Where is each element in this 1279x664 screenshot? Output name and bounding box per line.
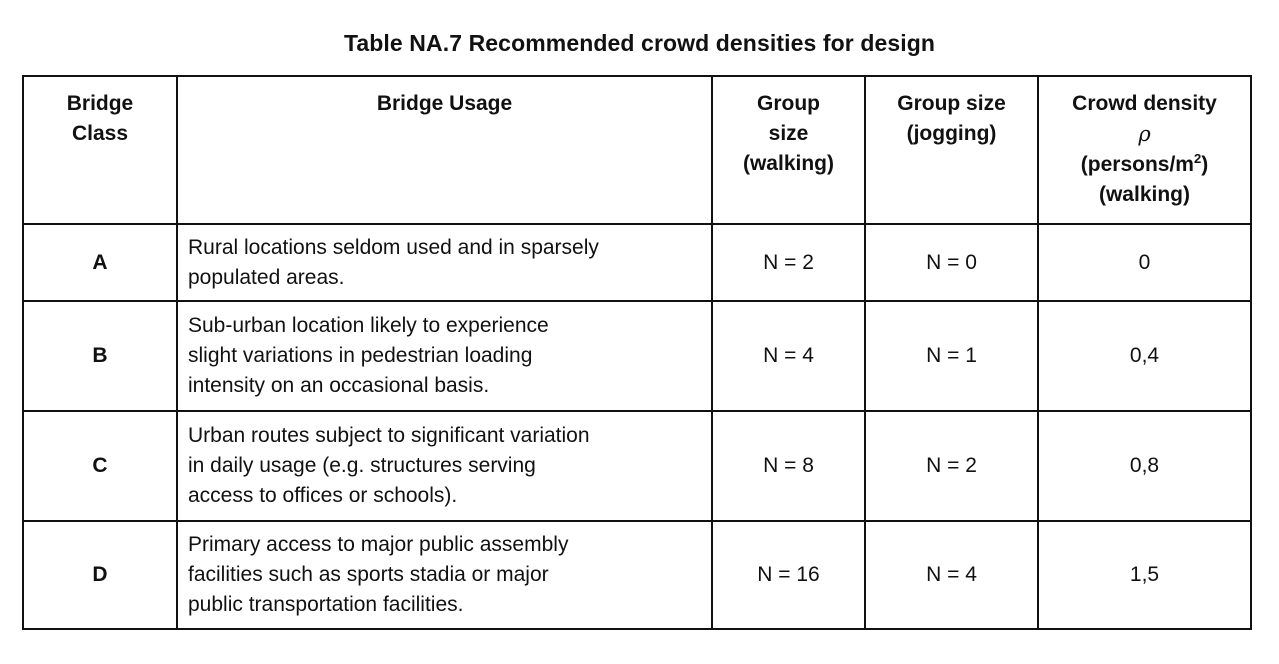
header-text: (walking): [742, 152, 834, 175]
crowd-density-cell: 0: [1038, 224, 1251, 301]
header-text: (walking): [1098, 183, 1190, 206]
header-crowd-density: [1038, 76, 1251, 224]
table-row: [23, 301, 1251, 411]
rho-symbol: ρ: [1138, 122, 1151, 146]
group-walking-cell: N = 4: [712, 301, 865, 411]
header-group-size-walking: [712, 76, 865, 224]
header-text: Group: [757, 92, 820, 115]
group-walking-cell: N = 8: [712, 411, 865, 521]
header-text: Crowd density: [1072, 92, 1217, 115]
crowd-density-cell: 0,4: [1038, 301, 1251, 411]
usage-line: facilities such as sports stadia or major: [188, 563, 549, 586]
bridge-usage-cell: [177, 224, 712, 301]
group-jogging-cell: N = 1: [865, 301, 1038, 411]
bridge-class-cell: D: [23, 521, 177, 629]
table-title: Table NA.7 Recommended crowd densities for design: [343, 30, 936, 56]
table-row: [23, 521, 1251, 629]
crowd-density-table: [22, 75, 1252, 630]
header-group-size-jogging: [865, 76, 1038, 224]
usage-line: populated areas.: [188, 265, 345, 289]
usage-line: Urban routes subject to significant variation: [188, 424, 590, 447]
usage-line: in daily usage (e.g. structures serving: [188, 454, 536, 477]
usage-line: intensity on an occasional basis.: [188, 374, 490, 397]
header-text: size: [768, 122, 809, 145]
bridge-usage-cell: [177, 411, 712, 521]
table-row: [23, 411, 1251, 521]
header-bridge-usage: [177, 76, 712, 224]
bridge-class-cell: B: [23, 301, 177, 411]
bridge-usage-cell: [177, 301, 712, 411]
crowd-density-cell: 1,5: [1038, 521, 1251, 629]
usage-line: Primary access to major public assembly: [188, 533, 569, 556]
group-jogging-cell: N = 0: [865, 224, 1038, 301]
bridge-class-cell: A: [23, 224, 177, 301]
usage-line: access to offices or schools).: [188, 484, 458, 507]
header-text: Bridge: [66, 92, 134, 115]
header-row: [23, 76, 1251, 224]
header-text: Group size: [897, 92, 1006, 115]
group-walking-cell: N = 2: [712, 224, 865, 301]
group-jogging-cell: N = 2: [865, 411, 1038, 521]
table-row: [23, 224, 1251, 301]
header-bridge-class: [23, 76, 177, 224]
usage-line: Rural locations seldom used and in sparsely: [188, 235, 599, 259]
group-jogging-cell: N = 4: [865, 521, 1038, 629]
usage-line: Sub-urban location likely to experience: [188, 314, 549, 337]
header-text: Bridge Usage: [376, 92, 513, 115]
header-text: (jogging): [906, 122, 997, 145]
bridge-usage-cell: [177, 521, 712, 629]
unit-superscript: 2: [1193, 151, 1202, 166]
header-text: (persons/m: [1080, 153, 1194, 176]
crowd-density-cell: 0,8: [1038, 411, 1251, 521]
header-text: Class: [71, 122, 129, 145]
group-walking-cell: N = 16: [712, 521, 865, 629]
header-text: ): [1201, 153, 1209, 176]
bridge-class-cell: C: [23, 411, 177, 521]
usage-line: slight variations in pedestrian loading: [188, 344, 533, 367]
usage-line: public transportation facilities.: [188, 593, 464, 616]
